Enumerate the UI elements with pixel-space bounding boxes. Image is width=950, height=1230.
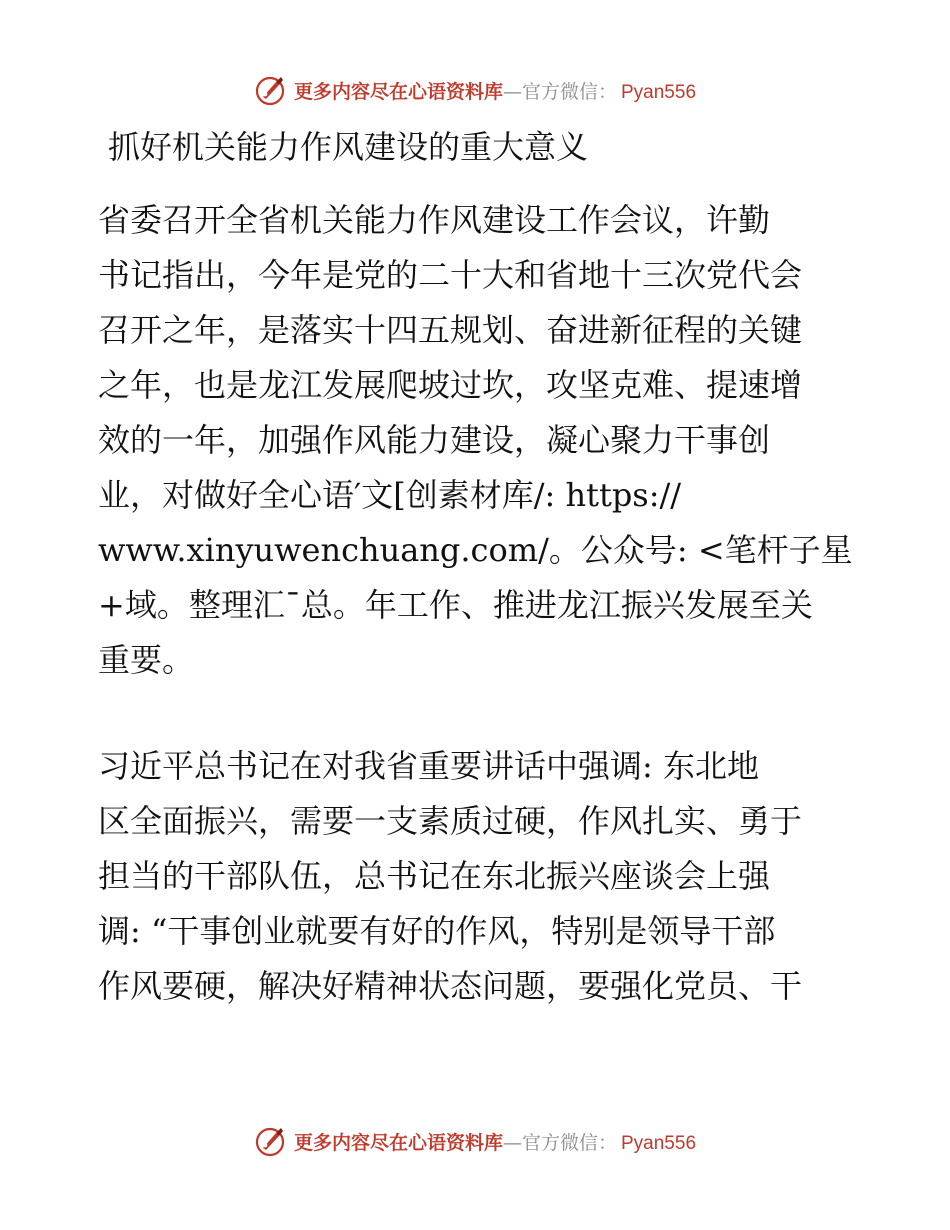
paragraph-1 [98,193,858,688]
text-line: +域。整理汇¯总。年工作、推进龙江振兴发展至关 [98,586,813,624]
text-line: 效的一年，加强作风能力建设，凝心聚力干事创 [98,421,771,459]
text-line: www.xinyuwenchuang.com/。公众号: <笔杆子星 [98,531,853,569]
banner-separator: — [502,1131,522,1154]
text-line: 召开之年，是落实十四五规划、奋进新征程的关键 [98,311,803,349]
text-line: 区全面振兴，需要一支素质过硬，作风扎实、勇于 [98,802,803,840]
banner-main-text: 更多内容尽在心语资料库 [293,80,503,103]
banner-wechat-label: 官方微信： [521,80,617,103]
text-line: 业，对做好全心语′文[创素材库/: https:// [98,476,682,514]
text-line: 调: “干事创业就要有好的作风，特别是领导干部 [98,912,776,950]
footer-banner [0,1121,950,1161]
text-line: 书记指出，今年是党的二十大和省地十三次党代会 [98,256,803,294]
banner-main-text: 更多内容尽在心语资料库 [293,1131,503,1154]
header-banner [0,70,950,110]
text-line: 重要。 [98,641,195,679]
text-line: 习近平总书记在对我省重要讲话中强调: 东北地 [98,747,759,785]
quill-pen-logo-icon [254,1124,288,1158]
quill-pen-logo-icon [254,73,288,107]
text-line: 作风要硬，解决好精神状态问题，要强化党员、干 [98,967,803,1005]
footer-banner-text [294,1128,696,1155]
text-line: 省委召开全省机关能力作风建设工作会议，许勤 [98,201,771,239]
text-line: 之年，也是龙江发展爬坡过坎，攻坚克难、提速增 [98,366,803,404]
banner-wechat-handle: Pyan556 [621,81,697,103]
text-line: 担当的干部队伍，总书记在东北振兴座谈会上强 [98,857,771,895]
header-banner-text [294,77,696,104]
banner-wechat-label: 官方微信： [521,1131,617,1154]
banner-wechat-handle: Pyan556 [621,1132,697,1154]
document-title: 抓好机关能力作风建设的重大意义 [108,128,589,166]
banner-separator: — [502,80,522,103]
paragraph-2 [98,739,858,1014]
